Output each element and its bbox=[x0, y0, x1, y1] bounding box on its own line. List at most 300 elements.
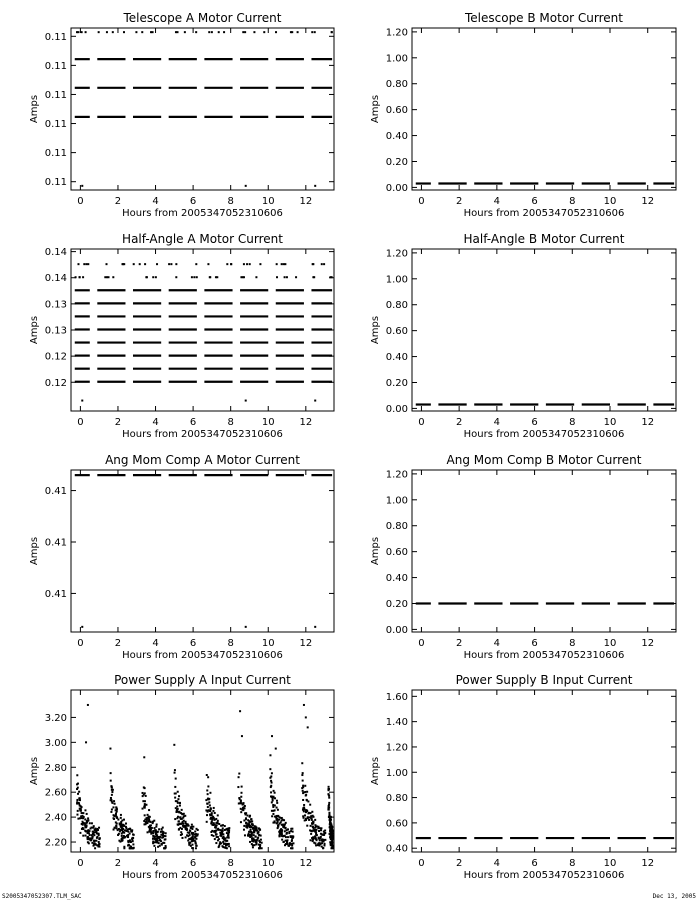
data-point bbox=[154, 827, 156, 829]
data-point bbox=[301, 787, 303, 789]
data-point bbox=[307, 812, 309, 814]
data-point bbox=[331, 834, 333, 836]
outlier-point bbox=[207, 776, 209, 778]
data-point bbox=[206, 774, 208, 776]
data-point bbox=[252, 846, 254, 848]
x-tick-label: 6 bbox=[189, 196, 197, 207]
data-point bbox=[87, 263, 89, 265]
data-point bbox=[222, 837, 224, 839]
data-point bbox=[286, 276, 288, 278]
x-tick-label: 12 bbox=[641, 417, 655, 428]
data-point bbox=[170, 263, 172, 265]
data-point bbox=[312, 836, 314, 838]
data-point bbox=[224, 825, 226, 827]
data-point bbox=[85, 830, 87, 832]
data-point bbox=[309, 804, 311, 806]
data-point bbox=[297, 31, 299, 33]
x-tick-label: 8 bbox=[569, 417, 576, 428]
x-tick-label: 10 bbox=[261, 196, 275, 207]
data-point bbox=[217, 839, 219, 841]
outlier-point bbox=[143, 756, 145, 758]
data-point bbox=[82, 812, 84, 814]
data-point bbox=[131, 838, 133, 840]
x-tick-label: 12 bbox=[299, 417, 313, 428]
data-point bbox=[81, 31, 83, 33]
data-point bbox=[259, 263, 261, 265]
data-point bbox=[121, 840, 123, 842]
data-point bbox=[328, 812, 330, 814]
data-point bbox=[123, 837, 125, 839]
y-axis-label: Amps bbox=[29, 315, 40, 345]
y-tick-label: 2.80 bbox=[44, 762, 67, 774]
x-tick-label: 6 bbox=[189, 638, 197, 649]
y-tick-label: 1.20 bbox=[385, 742, 408, 754]
data-point bbox=[238, 776, 240, 778]
data-point bbox=[250, 829, 252, 831]
data-point bbox=[87, 841, 89, 843]
data-point bbox=[241, 786, 243, 788]
data-point bbox=[284, 263, 286, 265]
data-point bbox=[120, 823, 122, 825]
data-point bbox=[152, 838, 154, 840]
data-point bbox=[108, 276, 110, 278]
outlier-point bbox=[87, 704, 89, 706]
data-point bbox=[104, 276, 106, 278]
data-point bbox=[292, 831, 294, 833]
data-point bbox=[141, 31, 143, 33]
data-point bbox=[314, 819, 316, 821]
data-point bbox=[330, 822, 332, 824]
footer-date: Dec 13, 2005 bbox=[652, 893, 696, 900]
x-axis-label: Hours from 2005347052310606 bbox=[122, 870, 283, 881]
chart-title: Power Supply A Input Current bbox=[114, 673, 291, 687]
x-tick-label: 6 bbox=[189, 858, 197, 869]
data-point bbox=[243, 820, 245, 822]
chart-panel-4 bbox=[370, 232, 676, 440]
data-point bbox=[181, 828, 183, 830]
data-point bbox=[92, 845, 94, 847]
data-point bbox=[147, 814, 149, 816]
x-tick-label: 4 bbox=[152, 196, 159, 207]
x-tick-label: 12 bbox=[641, 638, 655, 649]
y-tick-label: 1.00 bbox=[385, 495, 408, 507]
data-point bbox=[328, 804, 330, 806]
data-point bbox=[177, 791, 179, 793]
data-point bbox=[168, 263, 170, 265]
data-point bbox=[192, 840, 194, 842]
data-point bbox=[247, 835, 249, 837]
x-tick-label: 10 bbox=[261, 638, 275, 649]
data-point bbox=[209, 810, 211, 812]
y-tick-label: 0.60 bbox=[385, 105, 408, 117]
data-point bbox=[156, 834, 158, 836]
plot-frame bbox=[71, 28, 334, 190]
data-point bbox=[245, 814, 247, 816]
data-point bbox=[224, 839, 226, 841]
data-point bbox=[125, 827, 127, 829]
data-point bbox=[223, 31, 225, 33]
data-point bbox=[142, 808, 144, 810]
x-tick-label: 8 bbox=[227, 858, 234, 869]
data-point bbox=[89, 822, 91, 824]
data-point bbox=[212, 810, 214, 812]
data-point bbox=[222, 824, 224, 826]
data-point bbox=[323, 839, 325, 841]
x-tick-label: 10 bbox=[603, 638, 617, 649]
data-point bbox=[82, 815, 84, 817]
data-point bbox=[117, 819, 119, 821]
data-point bbox=[94, 829, 96, 831]
data-point bbox=[313, 842, 315, 844]
data-point bbox=[180, 831, 182, 833]
data-point bbox=[230, 263, 232, 265]
data-point bbox=[211, 820, 213, 822]
data-point bbox=[253, 844, 255, 846]
data-point bbox=[245, 185, 247, 187]
data-point bbox=[274, 804, 276, 806]
data-point bbox=[121, 835, 123, 837]
data-point bbox=[177, 808, 179, 810]
data-point bbox=[114, 827, 116, 829]
data-point bbox=[75, 276, 77, 278]
x-tick-label: 8 bbox=[227, 196, 234, 207]
data-point bbox=[324, 832, 326, 834]
data-point bbox=[98, 846, 100, 848]
data-point bbox=[248, 831, 250, 833]
data-point bbox=[276, 807, 278, 809]
data-point bbox=[226, 263, 228, 265]
data-point bbox=[281, 817, 283, 819]
data-point bbox=[274, 822, 276, 824]
data-point bbox=[303, 791, 305, 793]
data-point bbox=[85, 31, 87, 33]
data-point bbox=[253, 839, 255, 841]
data-point bbox=[191, 832, 193, 834]
data-point bbox=[314, 185, 316, 187]
data-point bbox=[305, 795, 307, 797]
data-point bbox=[324, 843, 326, 845]
data-point bbox=[276, 800, 278, 802]
data-point bbox=[301, 774, 303, 776]
data-point bbox=[253, 834, 255, 836]
data-point bbox=[179, 823, 181, 825]
data-point bbox=[305, 818, 307, 820]
data-point bbox=[285, 840, 287, 842]
data-point bbox=[211, 834, 213, 836]
data-point bbox=[247, 815, 249, 817]
data-point bbox=[272, 796, 274, 798]
y-tick-label: 0.60 bbox=[385, 326, 408, 338]
data-point bbox=[269, 768, 271, 770]
data-point bbox=[240, 821, 242, 823]
x-tick-label: 0 bbox=[77, 417, 84, 428]
data-point bbox=[311, 811, 313, 813]
chart-panel-7 bbox=[29, 673, 334, 881]
data-point bbox=[152, 835, 154, 837]
data-point bbox=[112, 276, 114, 278]
data-point bbox=[258, 827, 260, 829]
data-point bbox=[286, 829, 288, 831]
data-point bbox=[249, 834, 251, 836]
data-point bbox=[181, 809, 183, 811]
x-tick-label: 4 bbox=[493, 858, 501, 869]
data-point bbox=[106, 263, 108, 265]
data-point bbox=[99, 837, 101, 839]
data-point bbox=[112, 806, 114, 808]
data-point bbox=[122, 828, 124, 830]
data-point bbox=[328, 786, 330, 788]
y-tick-label: 0.14 bbox=[44, 273, 67, 285]
data-point bbox=[86, 820, 88, 822]
y-tick-label: 0.13 bbox=[44, 325, 67, 337]
data-point bbox=[292, 842, 294, 844]
data-point bbox=[228, 837, 230, 839]
data-point bbox=[285, 836, 287, 838]
data-point bbox=[87, 817, 89, 819]
data-point bbox=[96, 836, 98, 838]
data-point bbox=[304, 819, 306, 821]
data-point bbox=[157, 846, 159, 848]
data-point bbox=[188, 838, 190, 840]
y-tick-label: 0.11 bbox=[44, 148, 67, 160]
data-point bbox=[279, 833, 281, 835]
data-point bbox=[145, 804, 147, 806]
data-point bbox=[165, 845, 167, 847]
data-point bbox=[191, 824, 193, 826]
data-point bbox=[188, 844, 190, 846]
data-point bbox=[81, 400, 83, 402]
y-tick-label: 0.20 bbox=[385, 156, 408, 168]
data-point bbox=[272, 813, 274, 815]
data-point bbox=[191, 276, 193, 278]
data-point bbox=[175, 792, 177, 794]
data-point bbox=[302, 785, 304, 787]
data-point bbox=[313, 827, 315, 829]
y-axis-label: Amps bbox=[29, 536, 40, 566]
data-point bbox=[310, 833, 312, 835]
data-point bbox=[176, 806, 178, 808]
data-point bbox=[210, 807, 212, 809]
data-point bbox=[243, 829, 245, 831]
data-point bbox=[279, 823, 281, 825]
data-point bbox=[274, 792, 276, 794]
data-point bbox=[258, 831, 260, 833]
data-point bbox=[328, 793, 330, 795]
data-point bbox=[213, 835, 215, 837]
y-axis-label: Amps bbox=[29, 756, 40, 786]
data-point bbox=[115, 812, 117, 814]
data-point bbox=[206, 789, 208, 791]
data-point bbox=[194, 830, 196, 832]
data-point bbox=[85, 825, 87, 827]
chart-panel-5 bbox=[29, 453, 334, 661]
y-tick-label: 0.40 bbox=[385, 573, 408, 585]
data-point bbox=[197, 833, 199, 835]
data-point bbox=[143, 820, 145, 822]
data-point bbox=[314, 400, 316, 402]
data-point bbox=[132, 843, 134, 845]
data-point bbox=[281, 839, 283, 841]
data-point bbox=[161, 828, 163, 830]
x-tick-label: 4 bbox=[493, 638, 501, 649]
data-point bbox=[186, 828, 188, 830]
x-tick-label: 4 bbox=[493, 417, 501, 428]
data-point bbox=[111, 786, 113, 788]
x-axis-label: Hours from 2005347052310606 bbox=[122, 650, 283, 661]
data-point bbox=[145, 795, 147, 797]
data-point bbox=[193, 276, 195, 278]
data-point bbox=[282, 819, 284, 821]
y-tick-label: 0.12 bbox=[44, 377, 67, 389]
data-point bbox=[150, 31, 152, 33]
data-point bbox=[208, 801, 210, 803]
data-point bbox=[291, 847, 293, 849]
plot-frame bbox=[71, 690, 334, 852]
outlier-point bbox=[303, 704, 305, 706]
data-point bbox=[121, 838, 123, 840]
x-tick-label: 10 bbox=[261, 858, 275, 869]
data-point bbox=[98, 827, 100, 829]
data-point bbox=[93, 825, 95, 827]
data-point bbox=[275, 31, 277, 33]
chart-title: Half-Angle B Motor Current bbox=[463, 232, 625, 246]
data-point bbox=[317, 827, 319, 829]
data-point bbox=[181, 837, 183, 839]
data-point bbox=[146, 822, 148, 824]
data-point bbox=[76, 783, 78, 785]
data-point bbox=[240, 796, 242, 798]
data-point bbox=[131, 831, 133, 833]
data-point bbox=[255, 276, 257, 278]
data-point bbox=[77, 810, 79, 812]
data-point bbox=[155, 829, 157, 831]
data-point bbox=[190, 827, 192, 829]
y-tick-label: 0.00 bbox=[385, 624, 408, 636]
data-point bbox=[242, 809, 244, 811]
data-point bbox=[111, 794, 113, 796]
data-point bbox=[120, 814, 122, 816]
data-point bbox=[255, 829, 257, 831]
data-point bbox=[116, 817, 118, 819]
chart-panel-3 bbox=[29, 232, 334, 440]
data-point bbox=[164, 838, 166, 840]
footer-filename: S2005347052307.TLM_SAC bbox=[2, 893, 82, 900]
data-point bbox=[112, 789, 114, 791]
plot-frame bbox=[412, 28, 676, 190]
data-point bbox=[330, 837, 332, 839]
data-point bbox=[276, 802, 278, 804]
x-tick-label: 8 bbox=[569, 638, 576, 649]
data-point bbox=[96, 832, 98, 834]
data-point bbox=[314, 835, 316, 837]
data-point bbox=[123, 31, 125, 33]
data-point bbox=[283, 263, 285, 265]
data-point bbox=[284, 276, 286, 278]
data-point bbox=[82, 835, 84, 837]
data-point bbox=[250, 831, 252, 833]
x-tick-label: 6 bbox=[531, 638, 538, 649]
data-point bbox=[218, 31, 220, 33]
data-point bbox=[195, 263, 197, 265]
data-point bbox=[217, 836, 219, 838]
x-tick-label: 8 bbox=[227, 638, 234, 649]
data-point bbox=[306, 825, 308, 827]
data-point bbox=[76, 31, 78, 33]
data-point bbox=[302, 799, 304, 801]
data-point bbox=[111, 802, 113, 804]
x-tick-label: 10 bbox=[603, 858, 617, 869]
y-tick-label: 0.80 bbox=[385, 79, 408, 91]
data-point bbox=[120, 829, 122, 831]
outlier-point bbox=[275, 748, 277, 750]
data-point bbox=[291, 839, 293, 841]
data-point bbox=[206, 814, 208, 816]
data-point bbox=[178, 811, 180, 813]
data-point bbox=[175, 31, 177, 33]
data-point bbox=[318, 830, 320, 832]
data-point bbox=[308, 819, 310, 821]
data-point bbox=[215, 831, 217, 833]
x-axis-label: Hours from 2005347052310606 bbox=[463, 650, 625, 661]
data-point bbox=[181, 813, 183, 815]
data-point bbox=[243, 825, 245, 827]
x-tick-label: 10 bbox=[261, 417, 275, 428]
data-point bbox=[178, 820, 180, 822]
y-tick-label: 0.41 bbox=[44, 537, 67, 549]
data-point bbox=[139, 263, 141, 265]
x-tick-label: 0 bbox=[418, 638, 425, 649]
data-point bbox=[129, 847, 131, 849]
data-point bbox=[239, 798, 241, 800]
x-tick-label: 12 bbox=[299, 858, 313, 869]
data-point bbox=[163, 847, 165, 849]
data-point bbox=[306, 799, 308, 801]
x-tick-label: 12 bbox=[641, 858, 655, 869]
data-point bbox=[251, 820, 253, 822]
y-tick-label: 1.00 bbox=[385, 274, 408, 286]
data-point bbox=[118, 833, 120, 835]
data-point bbox=[76, 814, 78, 816]
data-point bbox=[116, 823, 118, 825]
x-tick-label: 2 bbox=[114, 417, 122, 428]
outlier-point bbox=[271, 735, 273, 737]
data-point bbox=[209, 814, 211, 816]
data-point bbox=[93, 840, 95, 842]
data-point bbox=[292, 837, 294, 839]
data-point bbox=[218, 846, 220, 848]
data-point bbox=[240, 811, 242, 813]
plot-frame bbox=[71, 470, 334, 632]
data-point bbox=[328, 797, 330, 799]
data-point bbox=[284, 844, 286, 846]
x-tick-label: 0 bbox=[77, 196, 84, 207]
y-tick-label: 0.80 bbox=[385, 793, 408, 805]
data-point bbox=[213, 807, 215, 809]
data-point bbox=[218, 823, 220, 825]
x-tick-label: 6 bbox=[189, 417, 197, 428]
data-point bbox=[216, 276, 218, 278]
data-point bbox=[263, 31, 265, 33]
data-point bbox=[191, 847, 193, 849]
data-point bbox=[144, 805, 146, 807]
x-axis-label: Hours from 2005347052310606 bbox=[122, 208, 283, 219]
data-point bbox=[255, 842, 257, 844]
data-point bbox=[113, 818, 115, 820]
data-point bbox=[77, 263, 79, 265]
plot-frame bbox=[412, 249, 676, 411]
data-point bbox=[284, 823, 286, 825]
data-point bbox=[176, 810, 178, 812]
